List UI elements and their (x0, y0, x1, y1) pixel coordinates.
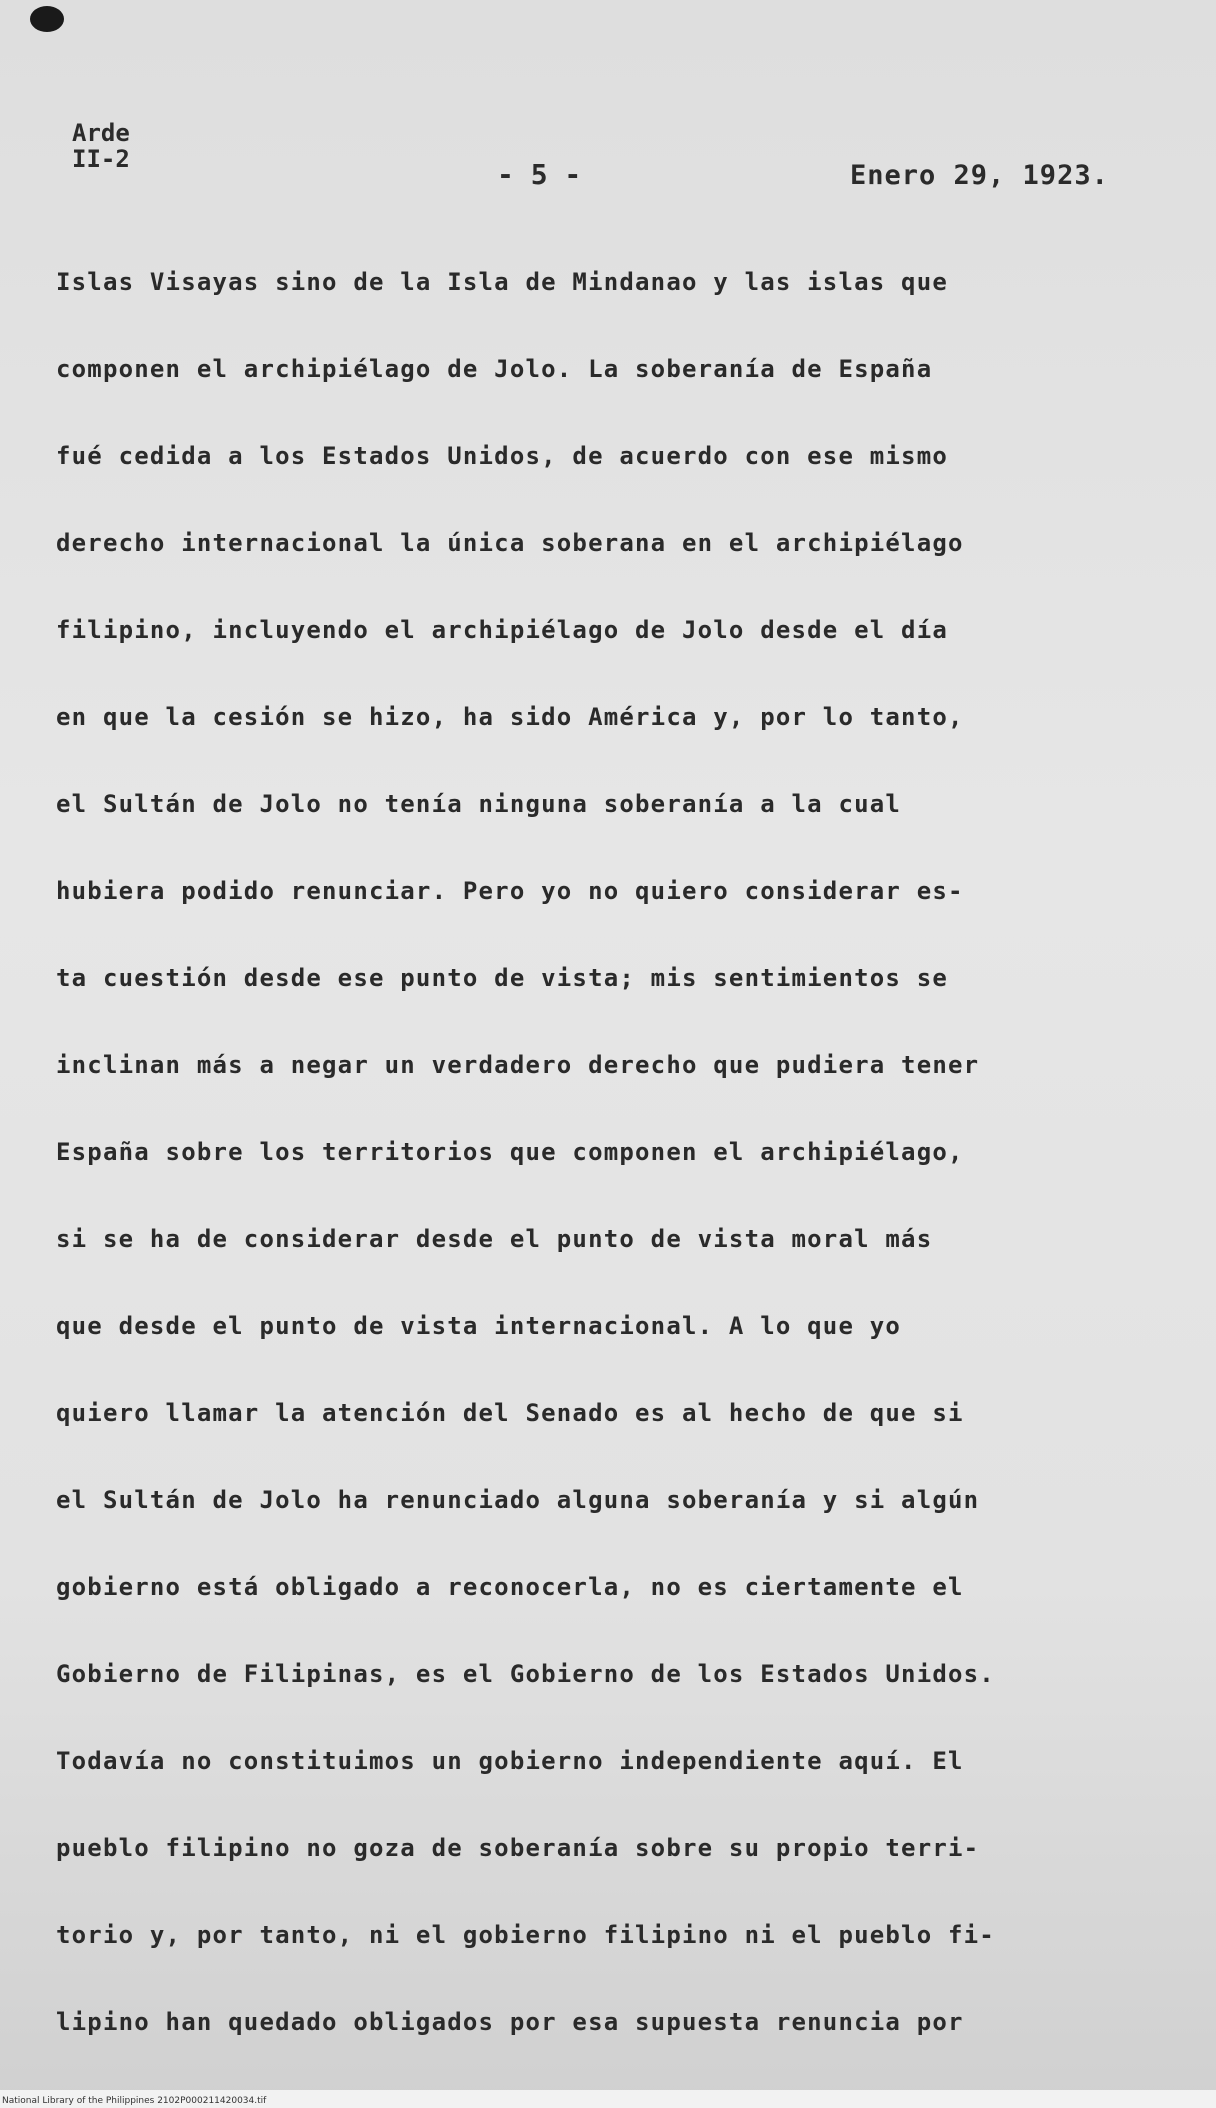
ink-blot (30, 6, 64, 32)
page-number: - 5 - (497, 158, 582, 191)
scan-footer: National Library of the Philippines 2102P000211420034.tif (2, 2096, 267, 2106)
body-text (56, 268, 1176, 2095)
text-line: Islas Visayas sino de la Isla de Mindanao y las islas que (56, 268, 949, 296)
text-line: inclinan más a negar un verdadero derecho que pudiera tener (56, 1051, 980, 1079)
text-line: que desde el punto de vista internacional. A lo que yo (56, 1312, 902, 1340)
text-line: España sobre los territorios que componen el archipiélago, (56, 1138, 964, 1166)
text-line: lipino han quedado obligados por esa supuesta renuncia por (56, 2008, 964, 2036)
reference-code (72, 120, 130, 172)
text-line: quiero llamar la atención del Senado es al hecho de que si (56, 1399, 964, 1427)
text-line: si se ha de considerar desde el punto de vista moral más (56, 1225, 933, 1253)
text-line: Gobierno de Filipinas, es el Gobierno de los Estados Unidos. (56, 1660, 995, 1688)
document-date: Enero 29, 1923. (850, 160, 1109, 191)
text-line: gobierno está obligado a reconocerla, no es ciertamente el (56, 1573, 964, 1601)
text-line: ta cuestión desde ese punto de vista; mis sentimientos se (56, 964, 949, 992)
text-line: hubiera podido renunciar. Pero yo no quiero considerar es- (56, 877, 964, 905)
text-line: en que la cesión se hizo, ha sido América y, por lo tanto, (56, 703, 964, 731)
reference-line-1: Arde (72, 119, 130, 147)
text-line: componen el archipiélago de Jolo. La soberanía de España (56, 355, 933, 383)
reference-line-2: II-2 (72, 145, 130, 173)
text-line: el Sultán de Jolo ha renunciado alguna soberanía y si algún (56, 1486, 980, 1514)
text-line: Todavía no constituimos un gobierno independiente aquí. El (56, 1747, 964, 1775)
text-line: pueblo filipino no goza de soberanía sobre su propio terri- (56, 1834, 980, 1862)
text-line: derecho internacional la única soberana en el archipiélago (56, 529, 964, 557)
text-line: el Sultán de Jolo no tenía ninguna soberanía a la cual (56, 790, 902, 818)
text-line: filipino, incluyendo el archipiélago de Jolo desde el día (56, 616, 949, 644)
text-line: torio y, por tanto, ni el gobierno filipino ni el pueblo fi- (56, 1921, 995, 1949)
text-line: fué cedida a los Estados Unidos, de acuerdo con ese mismo (56, 442, 949, 470)
